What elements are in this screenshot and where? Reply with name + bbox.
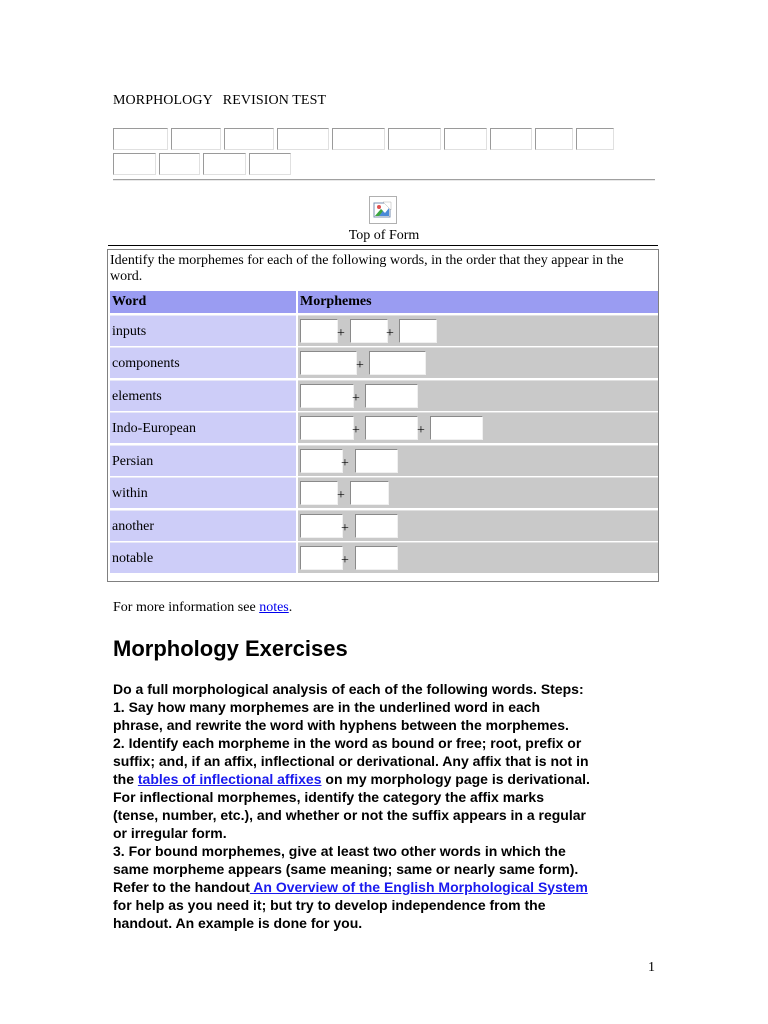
- word-cell: Persian: [110, 445, 296, 476]
- top-input-row-2: [113, 153, 294, 175]
- morpheme-input[interactable]: [300, 481, 338, 505]
- word-cell: components: [110, 347, 296, 378]
- text-line: handout. An example is done for you.: [113, 915, 363, 931]
- text-line: same morpheme appears (same meaning; same or nearly same form).: [113, 861, 579, 877]
- text-input[interactable]: [203, 153, 246, 175]
- text-input[interactable]: [444, 128, 487, 150]
- morpheme-table: [107, 249, 659, 582]
- morpheme-cell: [298, 347, 658, 378]
- morpheme-cell: [298, 542, 658, 573]
- text-input[interactable]: [332, 128, 385, 150]
- plus-sign: +: [341, 521, 349, 536]
- page-number: 1: [648, 960, 655, 975]
- morpheme-cell: [298, 477, 658, 508]
- morpheme-input[interactable]: [300, 449, 343, 473]
- text-line: Do a full morphological analysis of each of the following words. Steps:: [113, 681, 584, 697]
- morpheme-cell: [298, 412, 658, 443]
- top-of-form-label: Top of Form: [348, 228, 420, 243]
- morpheme-input[interactable]: [355, 449, 398, 473]
- text-line: or irregular form.: [113, 825, 227, 841]
- text-input[interactable]: [490, 128, 532, 150]
- text-line: 3. For bound morphemes, give at least two other words in which the: [113, 843, 566, 859]
- table-row: [110, 477, 658, 508]
- text-fragment: the: [113, 771, 138, 787]
- morpheme-input[interactable]: [355, 546, 398, 570]
- notes-link[interactable]: notes: [259, 600, 289, 615]
- form-rule: [108, 245, 658, 246]
- morphological-overview-link[interactable]: An Overview of the English Morphological System: [249, 879, 588, 895]
- morpheme-input[interactable]: [365, 416, 418, 440]
- exercises-instructions: [113, 680, 658, 932]
- text-line: suffix; and, if an affix, inflectional or derivational. Any affix that is not in: [113, 753, 589, 769]
- table-row: [110, 315, 658, 346]
- text-fragment: on my morphology page is derivational.: [321, 771, 590, 787]
- word-cell: elements: [110, 380, 296, 411]
- text-line: For inflectional morphemes, identify the category the affix marks: [113, 789, 544, 805]
- text-line: (tense, number, etc.), and whether or not the suffix appears in a regular: [113, 807, 586, 823]
- morpheme-cell: [298, 315, 658, 346]
- table-row: [110, 542, 658, 573]
- morpheme-input[interactable]: [399, 319, 437, 343]
- morpheme-input[interactable]: [355, 514, 398, 538]
- morpheme-input[interactable]: [350, 481, 389, 505]
- inflectional-affixes-link[interactable]: tables of inflectional affixes: [137, 771, 322, 787]
- morpheme-input[interactable]: [300, 514, 343, 538]
- plus-sign: +: [341, 553, 349, 568]
- plus-sign: +: [337, 326, 345, 341]
- text-input[interactable]: [249, 153, 291, 175]
- word-cell: Indo-European: [110, 412, 296, 443]
- text-line: 1. Say how many morphemes are in the underlined word in each: [113, 699, 541, 715]
- more-info-suffix: .: [288, 600, 293, 615]
- plus-sign: +: [352, 391, 360, 406]
- header-word: Word: [110, 291, 296, 313]
- plus-sign: +: [356, 358, 364, 373]
- morpheme-cell: [298, 380, 658, 411]
- morpheme-input[interactable]: [365, 384, 418, 408]
- top-input-row-1: [113, 128, 617, 150]
- text-line: for help as you need it; but try to develop independence from the: [113, 897, 546, 913]
- table-instructions: Identify the morphemes for each of the following words, in the order that they appear in the word.: [110, 253, 624, 284]
- morpheme-input[interactable]: [300, 416, 354, 440]
- text-input[interactable]: [171, 128, 221, 150]
- table-row: [110, 347, 658, 378]
- table-row: [110, 445, 658, 476]
- morpheme-input[interactable]: [369, 351, 426, 375]
- plus-sign: +: [337, 488, 345, 503]
- table-header: [110, 291, 658, 313]
- exercises-heading: Morphology Exercises: [113, 636, 348, 661]
- word-cell: inputs: [110, 315, 296, 346]
- morpheme-input[interactable]: [300, 319, 338, 343]
- plus-sign: +: [341, 456, 349, 471]
- table-row: [110, 412, 658, 443]
- more-info-prefix: For more information see: [113, 600, 260, 615]
- plus-sign: +: [386, 326, 394, 341]
- page-title: [113, 93, 326, 109]
- divider: [113, 179, 655, 181]
- text-line: 2. Identify each morpheme in the word as bound or free; root, prefix or: [113, 735, 582, 751]
- morpheme-cell: [298, 510, 658, 541]
- text-line: [113, 770, 658, 788]
- morpheme-input[interactable]: [300, 546, 343, 570]
- text-input[interactable]: [388, 128, 441, 150]
- word-cell: notable: [110, 542, 296, 573]
- plus-sign: +: [352, 423, 360, 438]
- text-line: phrase, and rewrite the word with hyphens between the morphemes.: [113, 717, 569, 733]
- word-cell: another: [110, 510, 296, 541]
- text-input[interactable]: [277, 128, 329, 150]
- text-line: [113, 878, 658, 896]
- broken-image-icon: [369, 196, 397, 224]
- text-input[interactable]: [224, 128, 274, 150]
- morpheme-input[interactable]: [350, 319, 388, 343]
- text-input[interactable]: [113, 153, 156, 175]
- word-cell: within: [110, 477, 296, 508]
- text-input[interactable]: [159, 153, 200, 175]
- title-part-1: MORPHOLOGY: [113, 93, 213, 108]
- text-input[interactable]: [576, 128, 614, 150]
- morpheme-input[interactable]: [430, 416, 483, 440]
- plus-sign: +: [417, 423, 425, 438]
- morpheme-input[interactable]: [300, 384, 354, 408]
- more-info: [113, 600, 292, 616]
- table-row: [110, 510, 658, 541]
- text-input[interactable]: [113, 128, 168, 150]
- header-morphemes: Morphemes: [298, 291, 658, 313]
- morpheme-cell: [298, 445, 658, 476]
- text-input[interactable]: [535, 128, 573, 150]
- title-part-2: REVISION TEST: [222, 93, 327, 108]
- table-row: [110, 380, 658, 411]
- morpheme-input[interactable]: [300, 351, 357, 375]
- text-fragment: Refer to the handout: [113, 879, 250, 895]
